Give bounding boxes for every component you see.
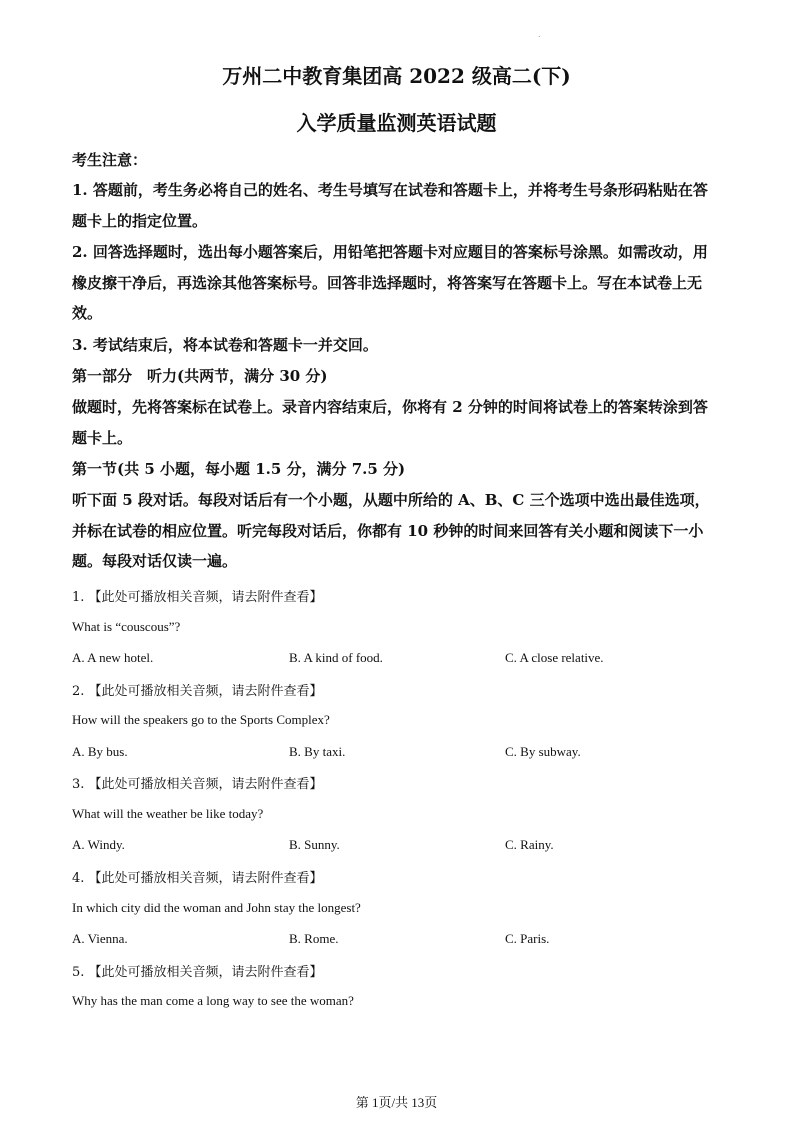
question-4-option-c[interactable]: C. Paris. [505,931,550,946]
question-2-option-c[interactable]: C. By subway. [505,744,581,759]
question-3-text: What will the weather be like today? [72,806,264,821]
question-4-text: In which city did the woman and John stay the longest? [72,900,361,915]
notice-item-1: 1. 答题前，考生务必将自己的姓名、考生号填写在试卷和答题卡上，并将考生号条形码粘贴在答题卡上的指定位置。 [72,181,708,230]
question-4-option-b[interactable]: B. Rome. [289,931,339,946]
part1-heading: 第一部分 听力(共两节，满分 30 分) [72,367,328,385]
section1-heading: 第一节(共 5 小题，每小题 1.5 分，满分 7.5 分) [72,460,406,478]
question-5-text: Why has the man come a long way to see the woman? [72,993,354,1008]
question-1-option-b[interactable]: B. A kind of food. [289,650,383,665]
page-footer: 第 1页/共 13页 [355,1095,438,1110]
question-4-number: 4. 【此处可播放相关音频，请去附件查看】 [72,871,323,886]
question-3-option-a[interactable]: A. Windy. [72,837,125,852]
exam-title-line1: 万州二中教育集团高 2022 级高二(下) [222,64,571,88]
question-3-option-b[interactable]: B. Sunny. [289,837,340,852]
section1-instruction: 听下面 5 段对话。每段对话后有一个小题，从题中所给的 A、B、C 三个选项中选出最佳选项，并标在试卷的相应位置。听完每段对话后，你都有 10 秒钟的时间来回答有关小题和阅读下一小题。每段对话仅读一遍。 [72,491,710,571]
question-1-option-a[interactable]: A. A new hotel. [72,650,154,665]
page-speck: . [538,30,541,39]
question-5-number: 5. 【此处可播放相关音频，请去附件查看】 [72,965,323,980]
question-3-number: 3. 【此处可播放相关音频，请去附件查看】 [72,777,323,792]
question-1-number: 1. 【此处可播放相关音频，请去附件查看】 [72,590,323,605]
question-4-option-a[interactable]: A. Vienna. [72,931,128,946]
question-2-number: 2. 【此处可播放相关音频，请去附件查看】 [72,684,323,699]
question-2-option-a[interactable]: A. By bus. [72,744,128,759]
question-2-option-b[interactable]: B. By taxi. [289,744,346,759]
question-3-option-c[interactable]: C. Rainy. [505,837,554,852]
notice-item-2: 2. 回答选择题时，选出每小题答案后，用铅笔把答题卡对应题目的答案标号涂黑。如需改动，用橡皮擦干净后，再选涂其他答案标号。回答非选择题时，将答案写在答题卡上。写在本试卷上无效。 [72,243,708,323]
notice-item-3: 3. 考试结束后，将本试卷和答题卡一并交回。 [72,336,378,354]
notice-heading: 考生注意： [72,151,148,169]
question-1-text: What is “couscous”? [72,619,181,634]
part1-instruction: 做题时，先将答案标在试卷上。录音内容结束后，你将有 2 分钟的时间将试卷上的答案转涂到答题卡上。 [72,398,708,447]
exam-title-line2: 入学质量监测英语试题 [296,111,497,135]
question-1-option-c[interactable]: C. A close relative. [505,650,604,665]
question-2-text: How will the speakers go to the Sports Complex? [72,712,330,727]
